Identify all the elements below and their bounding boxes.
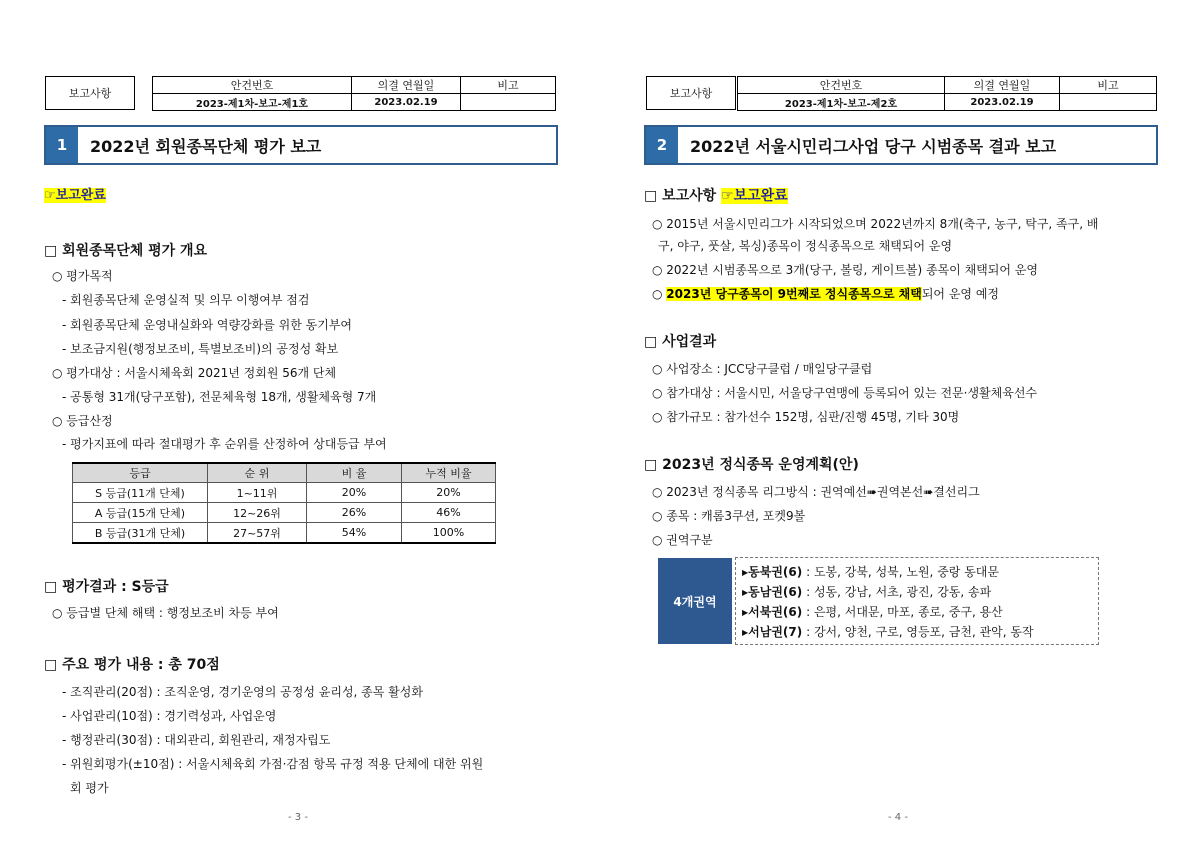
result-detail: ○ 등급별 단체 해택 : 행정보조비 차등 부여 [52, 606, 279, 620]
content-item: - 위원회평가(±10점) : 서울시체육회 가점·감점 항목 규정 적용 단체에 대한 위원 [62, 757, 484, 771]
table-cell: 27~57위 [208, 523, 307, 544]
region-count-label: 4개권역 [658, 558, 732, 644]
report-type-label: 보고사항 [646, 76, 736, 110]
section-heading-results: □ 사업결과 [644, 334, 717, 350]
date-value: 2023.02.19 [352, 94, 461, 111]
table-cell: 20% [307, 483, 402, 503]
table-cell: 46% [402, 503, 496, 523]
report-item: 구, 야구, 풋살, 복싱)종목이 정식종목으로 채택되어 운영 [658, 239, 953, 253]
table-cell: S 등급(11개 단체) [73, 483, 208, 503]
note-label: 비고 [461, 77, 556, 94]
plan-item: ○ 2023년 정식종목 리그방식 : 권역예선➠권역본선➠결선리그 [652, 485, 980, 499]
triangle-right-icon: ▶ [742, 568, 749, 577]
page-number: - 4 - [888, 812, 908, 823]
table-cell: B 등급(31개 단체) [73, 523, 208, 544]
result-item: ○ 사업장소 : JCC당구클럽 / 매일당구클럽 [652, 362, 873, 376]
target-line: ○ 평가대상 : 서울시체육회 2021년 정회원 56개 단체 [52, 366, 337, 380]
ratio-col-header: 비 율 [307, 463, 402, 483]
note-value [1060, 94, 1157, 111]
cumulative-col-header: 누적 비율 [402, 463, 496, 483]
page-title: 2022년 회원종목단체 평가 보고 [90, 136, 322, 156]
list-item [742, 563, 999, 580]
result-item: ○ 참가규모 : 참가선수 152명, 심판/진행 45명, 기타 30명 [652, 410, 960, 424]
section-heading-result: □ 평가결과 : S등급 [44, 579, 169, 595]
report-item-highlight [652, 286, 999, 302]
table-cell: A 등급(15개 단체) [73, 503, 208, 523]
region-name: 동북권(6) [748, 565, 803, 579]
date-value: 2023.02.19 [945, 94, 1060, 111]
table-cell: 26% [307, 503, 402, 523]
grade-detail: - 평가지표에 따라 절대평가 후 순위를 산정하여 상대등급 부여 [62, 437, 387, 451]
region-name: 서북권(6) [748, 605, 803, 619]
region-name: 서남권(7) [748, 625, 803, 639]
region-areas: : 도봉, 강북, 성북, 노원, 중랑 동대문 [802, 565, 999, 579]
list-item [742, 583, 991, 600]
agenda-no: 2023-제1차-보고-제2호 [738, 94, 945, 111]
table-row [73, 503, 496, 523]
content-item: - 조직관리(20점) : 조직운영, 경기운영의 공정성 윤리성, 종목 활성화 [62, 685, 423, 699]
section-title-bar [644, 125, 1158, 165]
note-label: 비고 [1060, 77, 1157, 94]
table-cell: 54% [307, 523, 402, 544]
content-item: - 사업관리(10점) : 경기력성과, 사업운영 [62, 709, 277, 723]
triangle-right-icon: ▶ [742, 608, 749, 617]
plan-item: ○ 종목 : 캐롬3쿠션, 포켓9볼 [652, 509, 806, 523]
triangle-right-icon: ▶ [742, 628, 749, 637]
result-item: ○ 참가대상 : 서울시민, 서울당구연맹에 등록되어 있는 전문·생활체육선수 [652, 386, 1038, 400]
section-heading-overview: □ 회원종목단체 평가 개요 [44, 243, 208, 259]
section-heading-report [644, 188, 788, 204]
page-number: - 3 - [288, 812, 308, 823]
table-cell: 100% [402, 523, 496, 544]
agenda-no-label: 안건번호 [153, 77, 352, 94]
grade-col-header: 등급 [73, 463, 208, 483]
list-item [742, 603, 1003, 620]
target-detail: - 공통형 31개(당구포함), 전문체육형 18개, 생활체육형 7개 [62, 390, 377, 404]
table-cell: 1~11위 [208, 483, 307, 503]
section-title-bar [44, 125, 558, 165]
report-item: ○ 2022년 시범종목으로 3개(당구, 볼링, 게이트볼) 종목이 채택되어 운영 [652, 263, 1038, 277]
title-number: 2 [646, 127, 678, 163]
page-4 [600, 0, 1200, 848]
region-name: 동남권(6) [748, 585, 803, 599]
purpose-item: - 회원종목단체 운영내실화와 역량강화를 위한 동기부여 [62, 318, 353, 332]
date-label: 의결 연월일 [945, 77, 1060, 94]
title-number: 1 [46, 127, 78, 163]
agenda-header-table [152, 76, 556, 111]
report-done-badge: ☞보고완료 [721, 188, 788, 204]
page-title: 2022년 서울시민리그사업 당구 시범종목 결과 보고 [690, 136, 1057, 156]
rank-col-header: 순 위 [208, 463, 307, 483]
section-heading-content: □ 주요 평가 내용 : 총 70점 [44, 657, 220, 673]
region-areas: : 강서, 양천, 구로, 영등포, 금천, 관악, 동작 [802, 625, 1034, 639]
region-areas: : 성동, 강남, 서초, 광진, 강동, 송파 [802, 585, 992, 599]
section-heading-plan: □ 2023년 정식종목 운영계획(안) [644, 457, 859, 473]
agenda-no-label: 안건번호 [738, 77, 945, 94]
report-done-badge: ☞보고완료 [44, 188, 106, 203]
table-cell: 12~26위 [208, 503, 307, 523]
section-heading-text: □ 보고사항 [644, 188, 717, 204]
list-item [742, 623, 1034, 640]
date-label: 의결 연월일 [352, 77, 461, 94]
region-list [735, 557, 1099, 645]
agenda-no: 2023-제1차-보고-제1호 [153, 94, 352, 111]
purpose-item: - 회원종목단체 운영실적 및 의무 이행여부 점검 [62, 293, 310, 307]
grade-table [72, 462, 496, 544]
purpose-label: ○ 평가목적 [52, 269, 113, 283]
table-row [73, 483, 496, 503]
purpose-item: - 보조금지원(행정보조비, 특별보조비)의 공정성 확보 [62, 342, 339, 356]
content-item: 회 평가 [70, 781, 109, 795]
content-item: - 행정관리(30점) : 대외관리, 회원관리, 재정자립도 [62, 733, 331, 747]
triangle-right-icon: ▶ [742, 588, 749, 597]
agenda-header-table [737, 76, 1157, 111]
report-item: ○ 2015년 서울시민리그가 시작되었으며 2022년까지 8개(축구, 농구, 탁구, 족구, 배 [652, 217, 1099, 231]
bullet: ○ [652, 287, 667, 301]
region-areas: : 은평, 서대문, 마포, 종로, 중구, 용산 [802, 605, 1003, 619]
table-row [73, 523, 496, 544]
report-type-label: 보고사항 [45, 76, 135, 110]
grade-label: ○ 등급산정 [52, 414, 113, 428]
table-cell: 20% [402, 483, 496, 503]
plan-item: ○ 권역구분 [652, 533, 713, 547]
item-suffix: 되어 운영 예정 [921, 287, 1000, 301]
highlight-text: 2023년 당구종목이 9번째로 정식종목으로 채택 [666, 287, 922, 301]
note-value [461, 94, 556, 111]
